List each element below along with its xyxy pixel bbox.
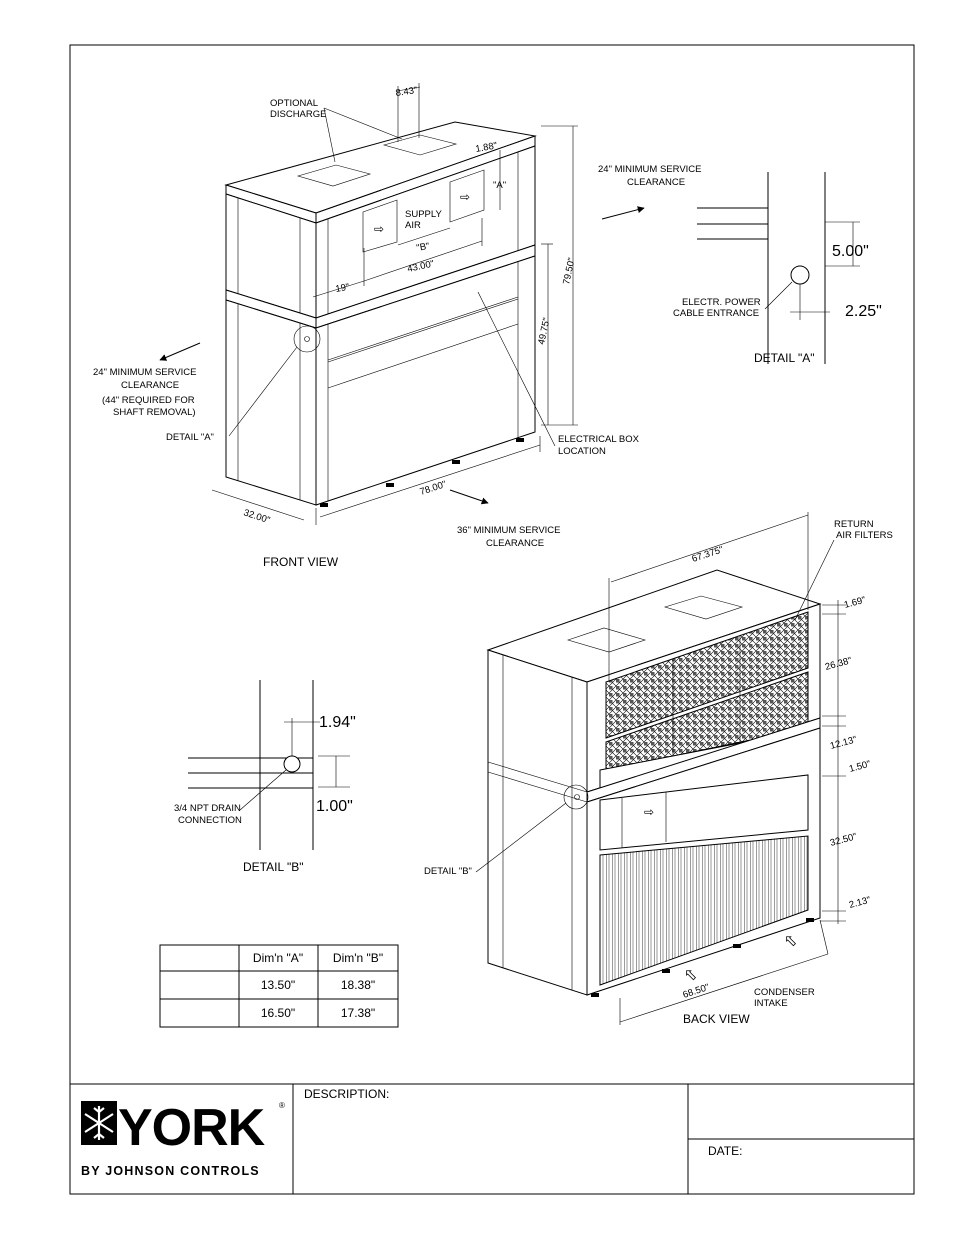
electrical-box-label-2: LOCATION xyxy=(558,446,606,457)
detail-a-label-1: ELECTR. POWER xyxy=(682,297,761,308)
table-cell: 13.50" xyxy=(260,978,296,992)
dim-1-69: 1.69" xyxy=(842,594,867,611)
detail-a-title: DETAIL "A" xyxy=(754,351,815,365)
front-view-title: FRONT VIEW xyxy=(263,555,339,569)
front-view xyxy=(93,83,702,569)
description-label: DESCRIPTION: xyxy=(304,1087,390,1101)
dim-1-88: 1.88" xyxy=(474,140,499,155)
detail-b-dim-1-00: 1.00" xyxy=(316,798,353,815)
dim-19: 19" xyxy=(334,281,351,295)
dim-78-00: 78.00" xyxy=(418,478,448,498)
return-air-label-1: RETURN xyxy=(834,519,874,530)
clearance-right-2: CLEARANCE xyxy=(627,177,686,188)
york-logo xyxy=(81,1099,285,1178)
svg-text:⇨: ⇨ xyxy=(644,805,655,819)
clearance-right-1: 24" MINIMUM SERVICE xyxy=(598,164,702,175)
dim-1-50: 1.50" xyxy=(847,758,872,775)
svg-text:⇨: ⇨ xyxy=(679,963,702,985)
table-cell: 16.50" xyxy=(260,1006,296,1020)
dim-26-38: 26.38" xyxy=(823,655,854,673)
condenser-label-2: INTAKE xyxy=(754,998,788,1009)
dim-a: "A" xyxy=(493,180,507,191)
clearance-front-2: CLEARANCE xyxy=(486,538,545,549)
table-header-dim-a: Dim'n "A" xyxy=(252,951,304,965)
dim-b: "B" xyxy=(415,240,431,254)
detail-b-label-1: 3/4 NPT DRAIN xyxy=(174,803,241,814)
date-label: DATE: xyxy=(708,1144,743,1158)
clearance-front-1: 36" MINIMUM SERVICE xyxy=(457,525,561,536)
dim-8-43: 8.43" xyxy=(394,85,419,99)
svg-text:⇨: ⇨ xyxy=(779,929,802,951)
dim-79-50: 79.50" xyxy=(561,256,578,286)
dim-49-75: 49.75" xyxy=(536,316,553,346)
back-view xyxy=(424,512,893,1026)
supply-air-label-2: AIR xyxy=(405,220,421,231)
table-cell: 17.38" xyxy=(340,1006,376,1020)
clearance-left-4: SHAFT REMOVAL) xyxy=(113,407,196,418)
svg-text:⇨: ⇨ xyxy=(374,222,385,236)
title-block xyxy=(70,1084,914,1194)
dim-32-50: 32.50" xyxy=(828,831,859,849)
detail-b-label-2: CONNECTION xyxy=(178,815,242,826)
dim-67-375: 67.375" xyxy=(690,544,725,565)
clearance-left-3: (44" REQUIRED FOR xyxy=(102,395,195,406)
detail-a-callout: DETAIL "A" xyxy=(166,432,214,443)
detail-b xyxy=(174,680,356,874)
back-view-title: BACK VIEW xyxy=(683,1012,750,1026)
table-header-dim-b: Dim'n "B" xyxy=(332,951,384,965)
dim-68-50: 68.50" xyxy=(681,981,711,1001)
table-cell: 18.38" xyxy=(340,978,376,992)
condenser-label-1: CONDENSER xyxy=(754,987,815,998)
electrical-box-label: ELECTRICAL BOX xyxy=(558,434,639,445)
clearance-left-1: 24" MINIMUM SERVICE xyxy=(93,367,197,378)
brand-johnson-controls: BY JOHNSON CONTROLS xyxy=(81,1164,260,1178)
detail-b-callout: DETAIL "B" xyxy=(424,866,472,877)
detail-a-label-2: CABLE ENTRANCE xyxy=(673,308,760,319)
dim-43-00: 43.00" xyxy=(406,258,436,275)
dim-32-00: 32.00" xyxy=(242,507,272,527)
optional-discharge-label-2: DISCHARGE xyxy=(270,109,327,120)
detail-a-dim-2-25: 2.25" xyxy=(845,303,882,320)
clearance-left-2: CLEARANCE xyxy=(121,380,180,391)
optional-discharge-label: OPTIONAL xyxy=(270,98,319,109)
return-air-label-2: AIR FILTERS xyxy=(836,530,893,541)
detail-a xyxy=(673,172,882,365)
detail-b-dim-1-94: 1.94" xyxy=(319,714,356,731)
dim-12-13: 12.13" xyxy=(828,734,859,752)
registered-mark: ® xyxy=(279,1101,285,1110)
detail-a-dim-5: 5.00" xyxy=(832,243,869,260)
detail-b-title: DETAIL "B" xyxy=(243,860,304,874)
dim-2-13: 2.13" xyxy=(847,894,872,911)
dimension-table xyxy=(160,945,398,1027)
brand-york: YORK xyxy=(118,1099,265,1157)
supply-air-label: SUPPLY xyxy=(405,209,442,220)
svg-text:⇨: ⇨ xyxy=(460,190,471,204)
